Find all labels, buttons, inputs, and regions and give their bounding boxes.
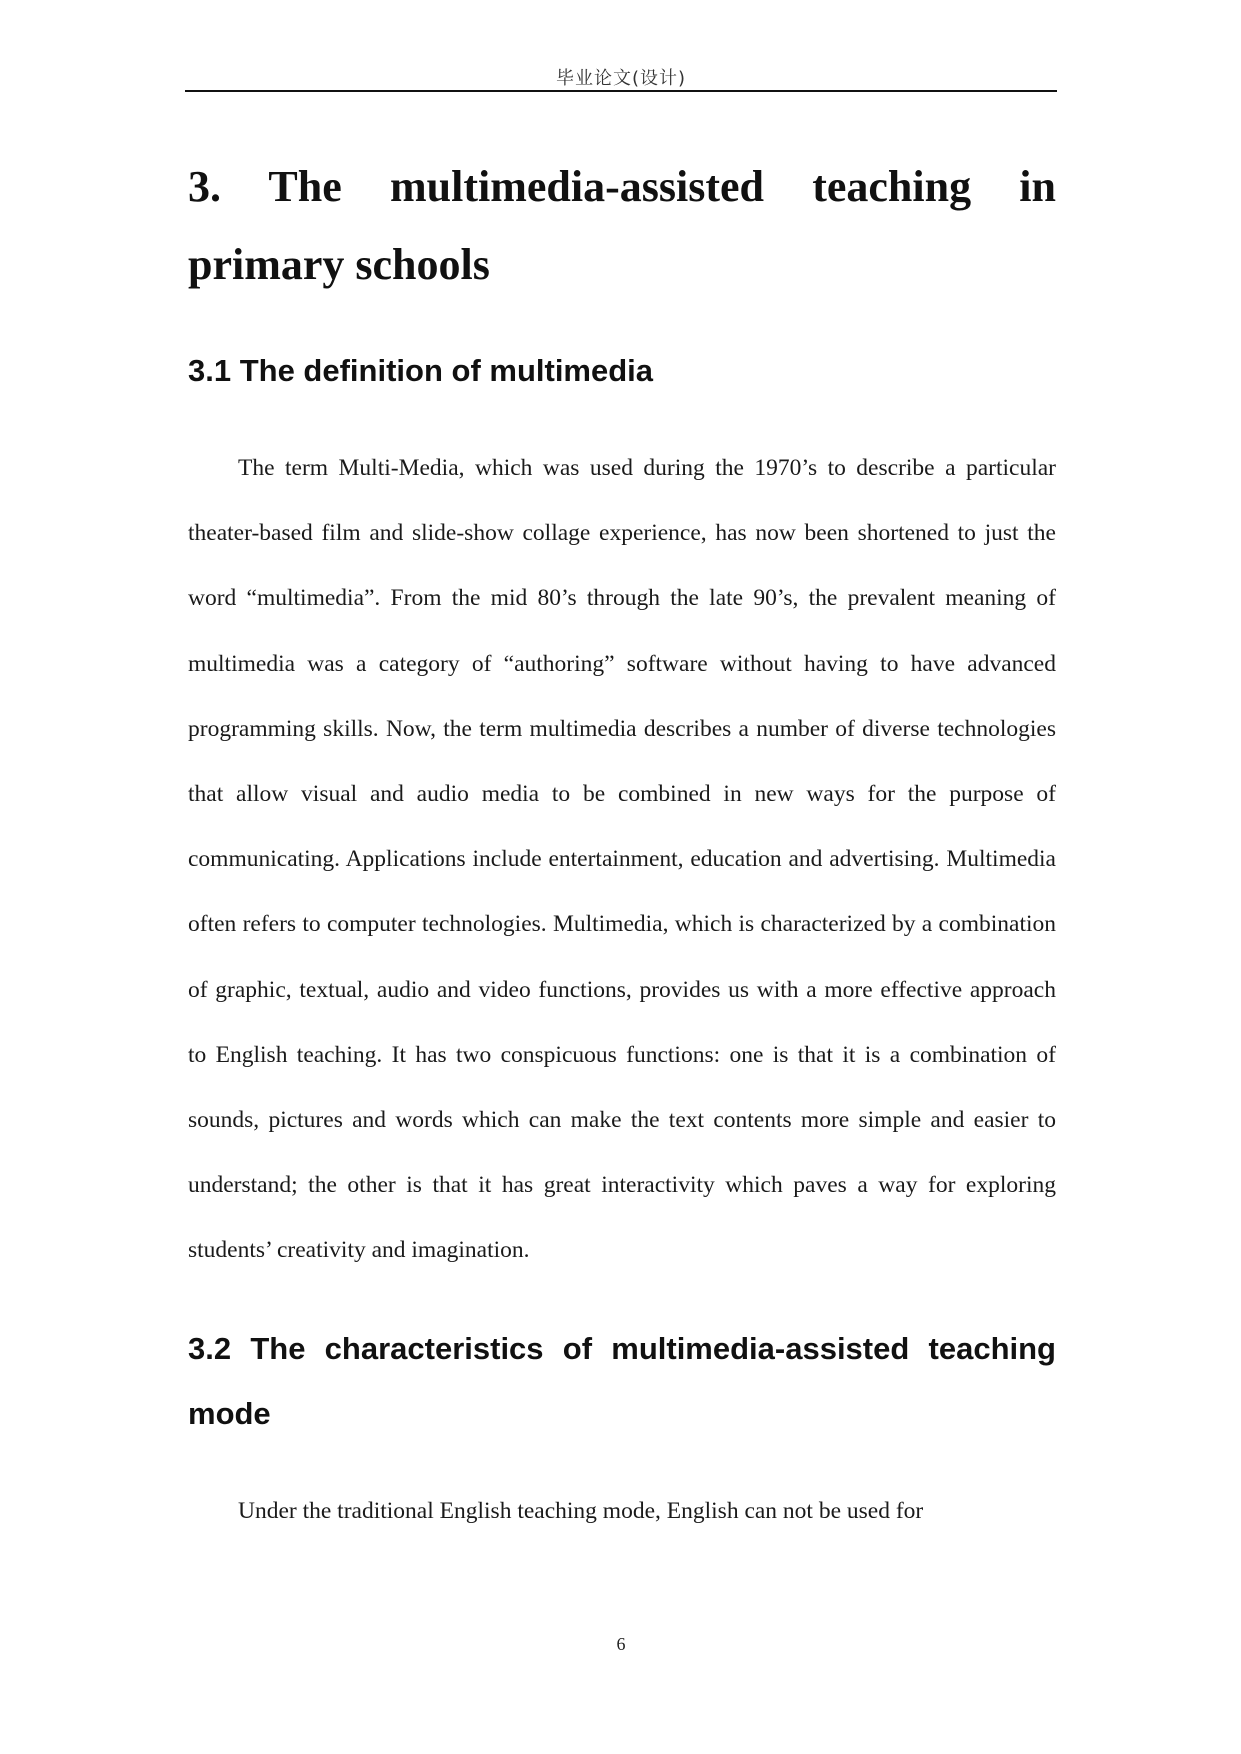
section-3-1-paragraph: The term Multi-Media, which was used during the 1970’s to describe a particular theater-based film and slide-show collage experience, has now been shortened to just the word “multimedia”. From the mid 80’s through the late 90’s, the prevalent meaning of multimedia was a category of “authoring” software without having to have advanced programming skills. Now, the term multimedia describes a number of diverse technologies that allow visual and audio media to be combined in new ways for the purpose of communicating. Applications include entertainment, education and advertising. Multimedia often refers to computer technologies. Multimedia, which is characterized by a combination of graphic, textual, audio and video functions, provides us with a more effective approach to English teaching. It has two conspicuous functions: one is that it is a combination of sounds, pictures and words which can make the text contents more simple and easier to understand; the other is that it has great interactivity which paves a way for exploring students’ creativity and imagination. — [188, 455, 1056, 1264]
page-content — [188, 148, 1056, 1544]
section-heading-3-2: 3.2 The characteristics of multimedia-assisted teaching mode — [188, 1330, 1056, 1431]
running-header: 毕业论文(设计) — [555, 68, 687, 89]
section-3-2-paragraph: Under the traditional English teaching mode, English can not be used for — [238, 1497, 924, 1524]
section-heading-3-1: 3.1 The definition of multimedia — [188, 353, 654, 388]
chapter-title: 3. The multimedia-assisted teaching in primary schools — [188, 162, 1056, 289]
page-number: 6 — [616, 1634, 626, 1654]
header-rule — [185, 90, 1057, 92]
